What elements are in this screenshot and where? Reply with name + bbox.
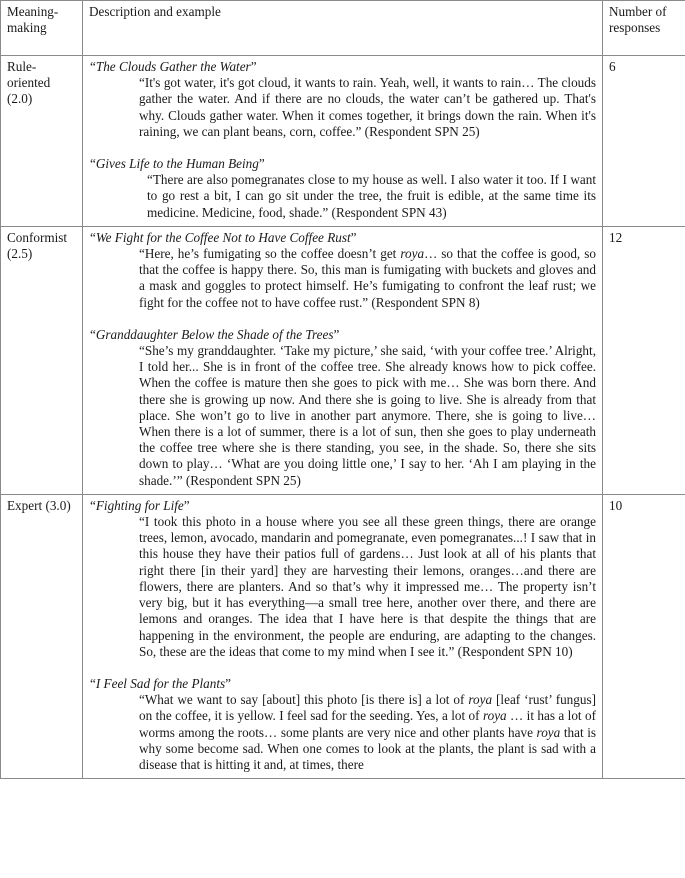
example-block <box>89 156 596 221</box>
category-cell: Rule-oriented (2.0) <box>1 56 83 227</box>
example-quote <box>139 75 596 140</box>
header-responses: Number of responses <box>603 1 685 56</box>
quote-text: … it has a lot of worms among the roots… some plants are very nice and other plants have <box>139 708 596 740</box>
table-row <box>1 494 685 778</box>
header-description: Description and example <box>83 1 603 56</box>
example-quote <box>147 172 596 221</box>
example-title-text: Granddaughter Below the Shade of the Trees <box>95 326 334 342</box>
example-title: “Fighting for Life” <box>90 497 190 513</box>
table-header-row <box>1 1 685 56</box>
quote-text: “There are also pomegranates close to my house as well. I also water it too. If I want to go rest a bit, I can go sit under the tree, the fruit is edible, at the same time its medicine. Medicine, food, shade.” (Respondent SPN 43) <box>147 172 596 220</box>
header-meaning-making: Meaning-making <box>1 1 83 56</box>
italic-term: roya <box>468 692 493 708</box>
example-quote <box>139 343 596 489</box>
example-title: “The Clouds Gather the Water” <box>90 59 257 74</box>
category-cell: Expert (3.0) <box>1 494 83 778</box>
example-quote <box>139 514 596 660</box>
example-block <box>89 498 596 660</box>
quote-text: “It's got water, it's got cloud, it wants to rain. Yeah, well, it wants to rain… The clouds gather the water. And if there are no clouds, the water can’t be gathered up. That's why. Clouds gather water. When it comes together, it brings down the rain. When it's raining, we can plant beans, corn, coffee.” (Respondent SPN 25) <box>139 75 596 139</box>
responses-cell: 10 <box>603 494 685 778</box>
category-cell: Conformist (2.5) <box>1 226 83 494</box>
description-cell <box>83 226 603 494</box>
example-title: “Gives Life to the Human Being” <box>90 156 265 172</box>
quote-text: “I took this photo in a house where you see all these green things, there are orange trees, lemon, avocado, mandarin and pomegranate, even pomegranates...! I saw that in this house they have their patios full of gardens… Just look at all of his plants that right there [in their yard] they are harvesting their lemons, oranges…and there are flowers, there are planters. And so that’s why it impressed me… The property isn’t very big, but it has everything—a small tree here, another over there, and there are lemons and oranges. The idea that I have here is that despite the things that are happening in the environment, the people are enduring, are adapting to the changes. So, these are the ideas that come to my mind when I see it.” (Respondent SPN 10) <box>139 514 596 659</box>
example-title: “We Fight for the Coffee Not to Have Coffee Rust” <box>90 229 357 245</box>
responses-cell: 12 <box>603 226 685 494</box>
quote-text: “She’s my granddaughter. ‘Take my picture,’ she said, ‘with your coffee tree.’ Alright, I told her... She is in front of the coffee tree. She already knows how to pick coffee. When the coffee is mature then she goes to pick with me… She was born there. And there she is growing up now. And there she is going to live. She is already from that place. She won’t go to live in another part anymore. There, she is going to live… When there is a lot of summer, there is a lot of sun, then she goes to play underneath the coffee tree where she is there standing, you see, in the shade. So, there she sits down to play… ‘What are you doing little one,’ I say to her. ‘Ah I am playing in the shade.’” (Respondent SPN 25) <box>139 343 596 488</box>
example-title-text: I Feel Sad for the Plants <box>95 675 226 691</box>
table-row <box>1 226 685 494</box>
quote-text: that is why some become sad. When one comes to look at the plants, the plant is sad with a disease that is hitting it and, at times, there <box>139 724 596 772</box>
description-cell <box>83 56 603 227</box>
example-block <box>89 230 596 311</box>
description-cell <box>83 494 603 778</box>
example-block <box>89 59 596 140</box>
example-block <box>89 327 596 489</box>
example-title: “Granddaughter Below the Shade of the Trees” <box>90 326 340 342</box>
italic-term: roya <box>400 246 425 262</box>
example-quote <box>139 246 596 311</box>
italic-term: roya <box>482 708 507 724</box>
quote-text: “What we want to say [about] this photo [is there is] a lot of <box>139 692 469 708</box>
quote-text: “Here, he’s fumigating so the coffee doesn’t get <box>139 246 401 262</box>
example-title-text: Fighting for Life <box>95 497 184 513</box>
example-title-text: Gives Life to the Human Being <box>95 156 259 172</box>
responses-cell: 6 <box>603 56 685 227</box>
example-title: “I Feel Sad for the Plants” <box>90 675 232 691</box>
example-block <box>89 676 596 773</box>
table-body <box>1 56 685 779</box>
example-title-text: We Fight for the Coffee Not to Have Coffee Rust <box>95 229 351 245</box>
quote-text: [leaf ‘rust’ fungus] on the coffee, it is yellow. I feel sad for the seeding. Yes, a lot of <box>139 692 596 724</box>
example-title-text: The Clouds Gather the Water <box>95 59 251 74</box>
example-quote <box>139 692 596 773</box>
italic-term: roya <box>536 724 561 740</box>
quote-text: … so that the coffee is good, so that the coffee is happy there. So, this man is fumigating with buckets and gloves and a mask and goggles to protect himself. He’s fumigating to confront the leaf rust; we fight for the coffee not to have coffee rust.” (Respondent SPN 8) <box>139 246 596 310</box>
table-row <box>1 56 685 227</box>
